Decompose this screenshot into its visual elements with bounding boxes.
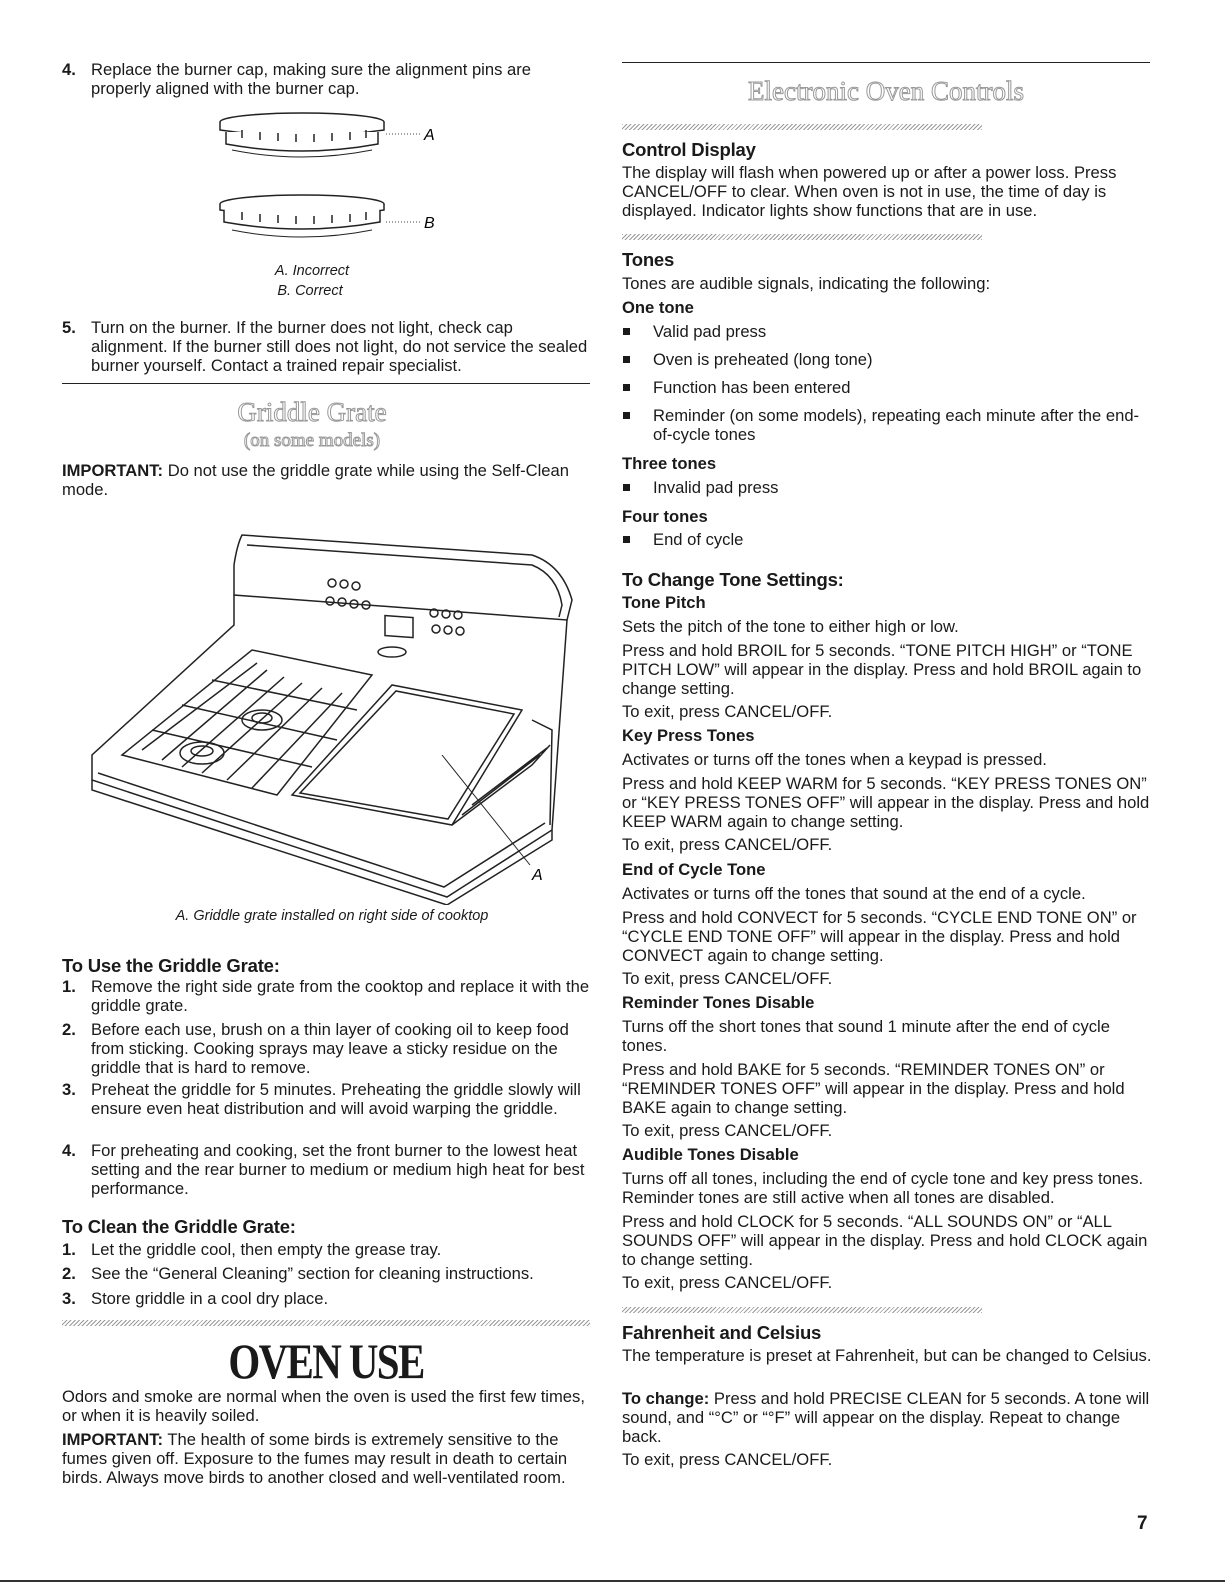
- burner-cap-correct: [220, 195, 422, 237]
- fahrenheit-to-change: To change: Press and hold PRECISE CLEAN for 5 seconds. A tone will sound, and “°C” or “°F” will appear on the display. Repeat to change back.: [622, 1389, 1150, 1446]
- step-5-turn-on-burner: 5. Turn on the burner. If the burner does not light, check cap alignment. If the burner still does not light, do not service the sealed burner yourself. Contact a trained repair specialist.: [62, 318, 588, 375]
- tones-intro: Tones are audible signals, indicating the following:: [622, 274, 991, 293]
- audible-tones-disable-heading: Audible Tones Disable: [622, 1145, 799, 1164]
- audible-p2: Press and hold CLOCK for 5 seconds. “ALL SOUNDS ON” or “ALL SOUNDS OFF” will appear in the display. Press and hold CLOCK again to change setting.: [622, 1212, 1148, 1269]
- use-step-4: 4. For preheating and cooking, set the front burner to the lowest heat setting and the rear burner to medium or medium high heat for best performance.: [62, 1141, 585, 1198]
- use-step-1: 1. Remove the right side grate from the cooktop and replace it with the griddle grate.: [62, 977, 590, 1015]
- audible-exit: To exit, press CANCEL/OFF.: [622, 1273, 833, 1292]
- use-step-3: 3. Preheat the griddle for 5 minutes. Preheating the griddle slowly will ensure even heat distribution and will avoid warping the griddle.: [62, 1080, 581, 1118]
- electronic-oven-controls-title: Electronic Oven Controls: [748, 76, 1024, 106]
- fahrenheit-exit: To exit, press CANCEL/OFF.: [622, 1450, 833, 1469]
- key-press-tones-heading: Key Press Tones: [622, 726, 755, 745]
- end-of-cycle-tone-heading: End of Cycle Tone: [622, 860, 766, 879]
- tone-pitch-exit: To exit, press CANCEL/OFF.: [622, 702, 833, 721]
- figure-caption-correct: B. Correct: [277, 283, 343, 299]
- fahrenheit-celsius-heading: Fahrenheit and Celsius: [622, 1322, 822, 1343]
- tone-pitch-heading: Tone Pitch: [622, 593, 706, 612]
- oven-use-important: IMPORTANT: The health of some birds is extremely sensitive to the fumes given off. Exposure to the fumes may result in death to certain birds. Always move birds to another closed and well-ventilated room.: [62, 1430, 568, 1487]
- four-tones-heading: Four tones: [622, 507, 708, 526]
- tone-pitch-p2: Press and hold BROIL for 5 seconds. “TONE PITCH HIGH” or “TONE PITCH LOW” will appear in the display. Press and hold BROIL again to change setting.: [622, 641, 1142, 698]
- figure-caption-incorrect: A. Incorrect: [274, 263, 350, 279]
- use-griddle-heading: To Use the Griddle Grate:: [62, 955, 280, 976]
- clean-step-2: 2. See the “General Cleaning” section for cleaning instructions.: [62, 1264, 534, 1283]
- end-of-cycle-exit: To exit, press CANCEL/OFF.: [622, 969, 833, 988]
- audible-p1: Turns off all tones, including the end of cycle tone and key press tones. Reminder tones are still active when all tones are disabled.: [622, 1169, 1144, 1207]
- key-press-exit: To exit, press CANCEL/OFF.: [622, 835, 833, 854]
- clean-step-1: 1. Let the griddle cool, then empty the grease tray.: [62, 1240, 442, 1259]
- section-divider-hatched: [62, 1320, 590, 1326]
- griddle-grate-subtitle: (on some models): [243, 430, 381, 451]
- end-of-cycle-p2: Press and hold CONVECT for 5 seconds. “CYCLE END TONE ON” or “CYCLE END TONE OFF” will appear in the display. Press and hold CONVECT again to change setting.: [622, 908, 1137, 965]
- section-divider-top: [622, 62, 1150, 63]
- page-bottom-edge: [0, 1580, 1225, 1582]
- key-press-p1: Activates or turns off the tones when a keypad is pressed.: [622, 750, 1047, 769]
- control-display-heading: Control Display: [622, 139, 756, 160]
- griddle-cooktop-figure: [62, 505, 590, 905]
- figure-label-a: A: [424, 127, 435, 144]
- griddle-important-note: IMPORTANT: Do not use the griddle grate while using the Self-Clean mode.: [62, 461, 569, 499]
- bullet-oven-preheated: Oven is preheated (long tone): [622, 350, 873, 369]
- clean-griddle-heading: To Clean the Griddle Grate:: [62, 1216, 296, 1237]
- hatched-divider: [622, 1307, 982, 1313]
- burner-cap-figure: [212, 108, 512, 258]
- page-number: 7: [1137, 1513, 1148, 1534]
- bullet-valid-pad-press: Valid pad press: [622, 322, 766, 341]
- griddle-figure-caption: A. Griddle grate installed on right side of cooktop: [175, 908, 489, 924]
- end-of-cycle-p1: Activates or turns off the tones that sound at the end of a cycle.: [622, 884, 1086, 903]
- bullet-invalid-pad-press: Invalid pad press: [622, 478, 778, 497]
- hatched-divider: [622, 234, 982, 240]
- control-display-text: The display will flash when powered up or after a power loss. Press CANCEL/OFF to clear. When oven is not in use, the time of day is displayed. Indicator lights show functions that are in use.: [622, 163, 1117, 220]
- one-tone-heading: One tone: [622, 298, 694, 317]
- hatched-divider: [622, 124, 982, 130]
- oven-use-title: OVEN USE: [228, 1333, 424, 1389]
- three-tones-heading: Three tones: [622, 454, 717, 473]
- section-divider: [62, 383, 590, 384]
- griddle-grate-title: Griddle Grate: [237, 397, 387, 427]
- fahrenheit-p1: The temperature is preset at Fahrenheit, but can be changed to Celsius.: [622, 1346, 1152, 1365]
- reminder-p2: Press and hold BAKE for 5 seconds. “REMINDER TONES ON” or “REMINDER TONES OFF” will appear in the display. Press and hold BAKE again to change setting.: [622, 1060, 1125, 1117]
- key-press-p2: Press and hold KEEP WARM for 5 seconds. “KEY PRESS TONES ON” or “KEY PRESS TONES OFF” will appear in the display. Press and hold KEEP WARM again to change setting.: [622, 774, 1150, 831]
- use-step-2: 2. Before each use, brush on a thin layer of cooking oil to keep food from sticking. Cooking sprays may leave a sticky residue on the griddle that is hard to remove.: [62, 1020, 569, 1077]
- reminder-p1: Turns off the short tones that sound 1 minute after the end of cycle tones.: [622, 1017, 1110, 1055]
- reminder-tones-disable-heading: Reminder Tones Disable: [622, 993, 815, 1012]
- step-4-replace-cap: 4. Replace the burner cap, making sure the alignment pins are properly aligned with the burner cap.: [62, 60, 531, 98]
- oven-use-odors: Odors and smoke are normal when the oven is used the first few times, or when it is heavily soiled.: [62, 1387, 585, 1425]
- tones-heading: Tones: [622, 249, 675, 270]
- figure-label-b: B: [424, 215, 435, 232]
- griddle-figure-label-a: A: [532, 867, 543, 884]
- reminder-exit: To exit, press CANCEL/OFF.: [622, 1121, 833, 1140]
- burner-cap-incorrect: [220, 113, 422, 157]
- bullet-end-of-cycle: End of cycle: [622, 530, 743, 549]
- bullet-function-entered: Function has been entered: [622, 378, 850, 397]
- change-tone-settings-heading: To Change Tone Settings:: [622, 569, 844, 590]
- tone-pitch-p1: Sets the pitch of the tone to either high or low.: [622, 617, 959, 636]
- clean-step-3: 3. Store griddle in a cool dry place.: [62, 1289, 329, 1308]
- bullet-reminder: Reminder (on some models), repeating each minute after the end-of-cycle tones: [622, 406, 1152, 444]
